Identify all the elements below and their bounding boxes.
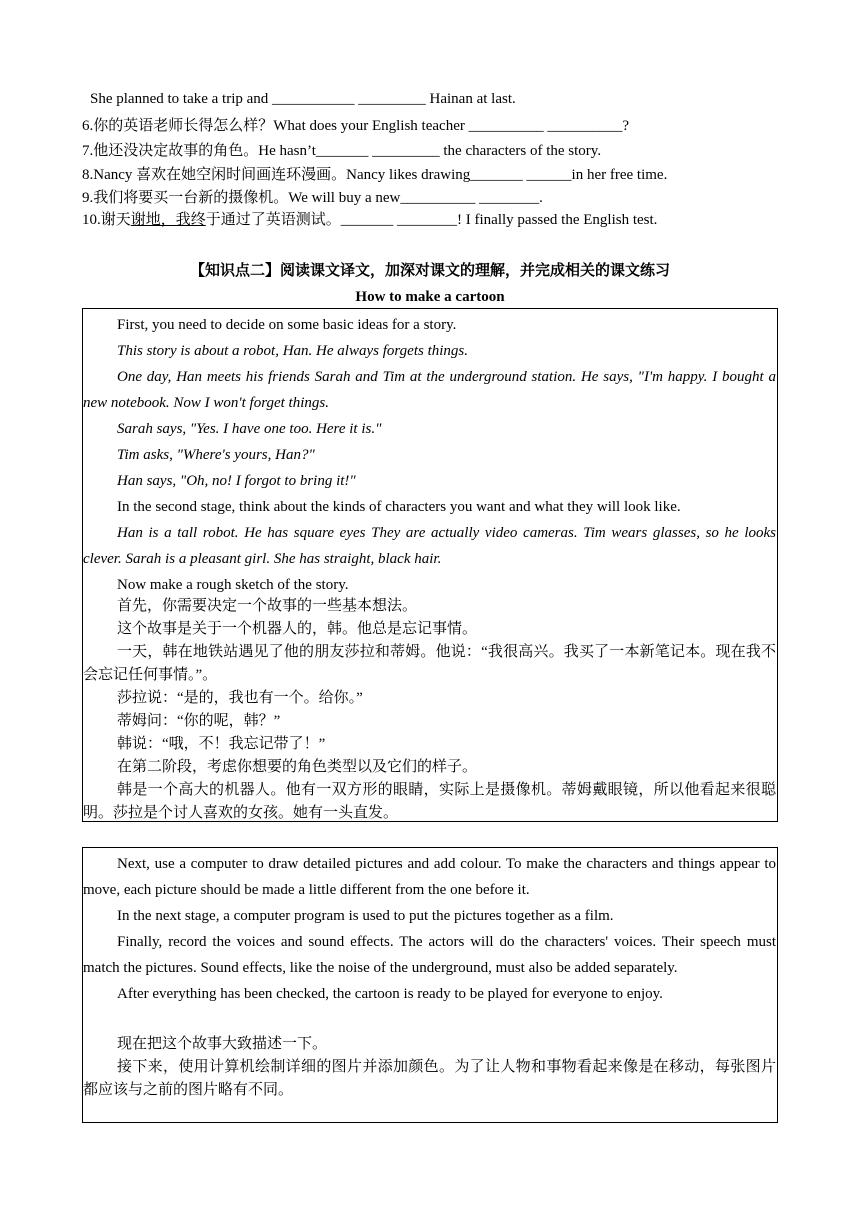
exercise-text: 于通过了英语测试。_______ ________! I finally passed the English test. [205,212,658,228]
english-paragraph: In the second stage, think about the kinds of characters you want and what they will look like. [117,499,681,515]
english-paragraph: Tim asks, "Where's yours, Han?" [117,447,315,463]
chinese-paragraph: 蒂姆问：“你的呢，韩？” [117,713,281,729]
english-paragraph: Han is a tall robot. He has square eyes They are actually video cameras. Tim wears glasses, so he looks clever. Sarah is a pleasant girl. She has straight, black hair. [83,525,776,567]
exercise-line [82,210,657,230]
reading-box-1 [82,308,778,822]
exercise-text: 8.Nancy 喜欢在她空闲时间画连环漫画。Nancy likes drawing_______ ______in her free time. [82,167,668,183]
exercise-text: 10.谢天 [82,212,131,228]
exercise-text: 9.我们将要买一台新的摄像机。We will buy a new__________ ________. [82,190,543,206]
chinese-paragraph: 一天，韩在地铁站遇见了他的朋友莎拉和蒂姆。他说：“我很高兴。我买了一本新笔记本。现在我不会忘记任何事情。”。 [83,644,776,683]
chinese-paragraph: 韩说：“哦，不！我忘记带了！” [117,736,326,752]
english-paragraph: This story is about a robot, Han. He always forgets things. [117,343,468,359]
chinese-paragraph: 现在把这个故事大致描述一下。 [117,1036,328,1052]
english-paragraph: Han says, "Oh, no! I forgot to bring it!" [117,473,356,489]
reading-box-2 [82,847,778,1123]
text-title: How to make a cartoon [355,289,505,305]
english-paragraph: After everything has been checked, the cartoon is ready to be played for everyone to enjoy. [117,986,663,1002]
chinese-paragraph: 这个故事是关于一个机器人的，韩。他总是忘记事情。 [117,621,478,637]
exercise-line [82,116,629,136]
chinese-paragraph: 接下来，使用计算机绘制详细的图片并添加颜色。为了让人物和事物看起来像是在移动，每张图片都应该与之前的图片略有不同。 [83,1059,776,1098]
english-paragraph: First, you need to decide on some basic ideas for a story. [117,317,457,333]
english-paragraph: Next, use a computer to draw detailed pictures and add colour. To make the characters and things appear to move, each picture should be made a little different from the one before it. [83,856,776,898]
english-paragraph: One day, Han meets his friends Sarah and Tim at the underground station. He says, "I'm happy. I bought a new notebook. Now I won't forget things. [83,369,776,411]
spacer [83,1007,777,1033]
exercise-text: She planned to take a trip and ___________ _________ Hainan at last. [90,91,516,107]
exercise-line [82,188,543,208]
english-paragraph: Sarah says, "Yes. I have one too. Here it is." [117,421,382,437]
chinese-paragraph: 在第二阶段，考虑你想要的角色类型以及它们的样子。 [117,759,478,775]
chinese-paragraph: 首先，你需要决定一个故事的一些基本想法。 [117,598,418,614]
english-paragraph: In the next stage, a computer program is used to put the pictures together as a film. [117,908,614,924]
exercise-text: 7.他还没决定故事的角色。He hasn’t_______ _________ the characters of the story. [82,143,602,159]
exercise-line [82,141,601,161]
english-paragraph: Now make a rough sketch of the story. [117,577,349,593]
underlined-text: 谢地，我终 [130,212,206,228]
section-heading: 【知识点二】阅读课文译文，加深对课文的理解，并完成相关的课文练习 [189,263,670,279]
exercise-line [90,89,516,109]
exercise-line [82,165,667,185]
chinese-paragraph: 韩是一个高大的机器人。他有一双方形的眼睛，实际上是摄像机。蒂姆戴眼镜，所以他看起来很聪明。莎拉是个讨人喜欢的女孩。她有一头直发。 [83,782,776,821]
chinese-paragraph: 莎拉说：“是的，我也有一个。给你。” [117,690,363,706]
exercise-text: 6.你的英语老师长得怎么样？What does your English teacher __________ __________? [82,118,630,134]
chinese-translation [83,595,777,825]
english-paragraph: Finally, record the voices and sound effects. The actors will do the characters' voices. Their speech must match the pictures. Sound effects, like the noise of the underground, must also be added separately. [83,934,776,976]
